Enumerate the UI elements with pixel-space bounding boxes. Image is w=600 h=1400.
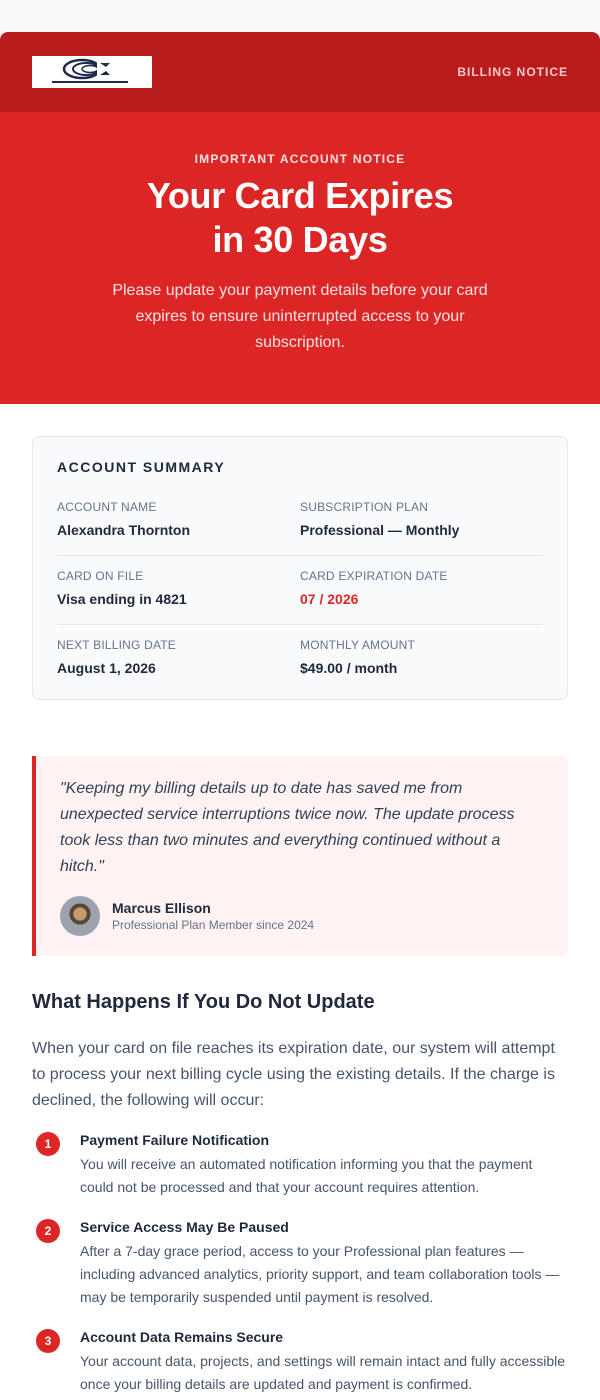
hero-banner [0, 112, 600, 404]
step-number-badge: 1 [36, 1132, 60, 1156]
field-label: NEXT BILLING DATE [57, 638, 176, 652]
step-text: After a 7-day grace period, access to your Professional plan features — including advanced analytics, priority support, and team collaboration tools — may be temporarily suspended until payment is resolved. [80, 1243, 560, 1305]
summary-row [57, 556, 543, 625]
monthly-amount-field [300, 637, 543, 677]
email-header [0, 32, 600, 112]
field-value: Alexandra Thornton [57, 522, 191, 538]
hero-title-line-1: Your Card Expires [146, 175, 454, 216]
step-number-badge: 3 [36, 1329, 60, 1353]
field-label: SUBSCRIPTION PLAN [300, 500, 429, 514]
subscription-plan-field [300, 499, 543, 539]
hero-title-line-2: in 30 Days [212, 219, 388, 260]
field-value: Visa ending in 4821 [57, 591, 187, 607]
section-title: What Happens If You Do Not Update [32, 991, 375, 1013]
card-expiration-field [300, 568, 543, 608]
step-title: Service Access May Be Paused [80, 1219, 289, 1235]
field-label: ACCOUNT NAME [57, 500, 157, 514]
step-text: Your account data, projects, and settings will remain intact and fully accessible once your billing details are updated and payment is confirmed. [80, 1353, 566, 1392]
hero-eyebrow: IMPORTANT ACCOUNT NOTICE [194, 152, 406, 166]
summary-row [57, 625, 543, 693]
billing-notice-label: BILLING NOTICE [457, 65, 568, 79]
testimonial-block [32, 756, 568, 956]
expiration-date-value: 07 / 2026 [300, 591, 359, 607]
field-value: August 1, 2026 [57, 660, 156, 676]
steps-list [32, 1130, 568, 1396]
next-billing-date-field [57, 637, 300, 677]
testimonial-author [60, 896, 544, 936]
field-label: MONTHLY AMOUNT [300, 638, 416, 652]
step-text: You will receive an automated notification informing you that the payment could not be processed and that your account requires attention. [80, 1156, 533, 1195]
company-logo [32, 56, 152, 88]
field-value: $49.00 / month [300, 660, 398, 676]
hero-description: Please update your payment details before your card expires to ensure uninterrupted access to your subscription. [112, 282, 488, 351]
avatar [60, 896, 100, 936]
summary-row [57, 487, 543, 556]
step-title: Payment Failure Notification [80, 1132, 270, 1148]
logo-mark-icon [42, 58, 142, 86]
account-summary-card [32, 436, 568, 700]
list-item [32, 1130, 568, 1199]
email-container [0, 32, 600, 1400]
account-name-field [57, 499, 300, 539]
field-label: CARD ON FILE [57, 569, 144, 583]
card-on-file-field [57, 568, 300, 608]
list-item [32, 1327, 568, 1396]
list-item [32, 1217, 568, 1309]
hero-title [0, 174, 600, 262]
author-role: Professional Plan Member since 2024 [112, 918, 315, 932]
step-number-badge: 2 [36, 1219, 60, 1243]
account-summary-title: ACCOUNT SUMMARY [57, 459, 226, 475]
testimonial-quote: "Keeping my billing details up to date has saved me from unexpected service interruptions twice now. The update process took less than two minutes and everything continued without a hitch." [60, 780, 515, 875]
field-label: CARD EXPIRATION DATE [300, 569, 448, 583]
consequences-section [0, 956, 600, 1396]
field-value: Professional — Monthly [300, 522, 460, 538]
author-name: Marcus Ellison [112, 900, 211, 916]
step-title: Account Data Remains Secure [80, 1329, 284, 1345]
section-intro: When your card on file reaches its expiration date, our system will attempt to process your next billing cycle using the existing details. If the charge is declined, the following will occur: [32, 1040, 555, 1109]
